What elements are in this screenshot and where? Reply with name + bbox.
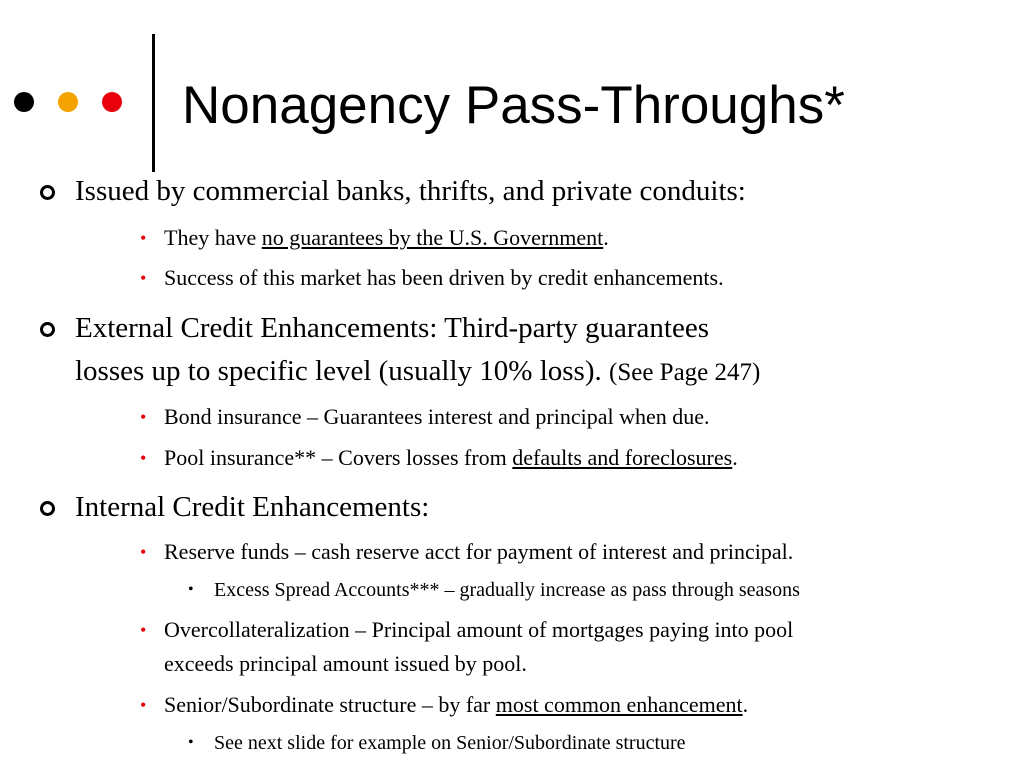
sub-sub-bullet-excess-spread: • Excess Spread Accounts*** – gradually increase as pass through seasons: [214, 575, 800, 605]
bullet-dot-icon: •: [140, 620, 147, 640]
sub-bullet-success: • Success of this market has been driven by credit enhancements.: [164, 261, 724, 295]
bullet-dot-icon: •: [140, 407, 147, 427]
bullet-dot-icon: •: [140, 542, 147, 562]
bullet-dot-icon: •: [188, 581, 194, 598]
bullet-dot-icon: •: [140, 268, 147, 288]
decorative-dots: [14, 92, 146, 112]
bullet-dot-icon: •: [188, 734, 194, 751]
ring-bullet-icon: [40, 322, 55, 337]
ring-bullet-icon: [40, 185, 55, 200]
sub-bullet-overcollateralization-line2: exceeds principal amount issued by pool.: [164, 651, 527, 676]
sub-bullet-pool-insurance: • Pool insurance** – Covers losses from defaults and foreclosures.: [164, 441, 738, 475]
bullet-dot-icon: •: [140, 695, 147, 715]
slide-title: Nonagency Pass-Throughs*: [182, 76, 845, 135]
sub-bullet-overcollateralization: • Overcollateralization – Principal amount of mortgages paying into pool: [164, 613, 793, 647]
red-dot-icon: [102, 92, 122, 112]
title-divider: [152, 34, 155, 172]
black-dot-icon: [14, 92, 34, 112]
bullet-dot-icon: •: [140, 228, 147, 248]
orange-dot-icon: [58, 92, 78, 112]
bullet-internal-credit: Internal Credit Enhancements:: [75, 486, 429, 529]
bullet-issued-by: Issued by commercial banks, thrifts, and private conduits:: [75, 170, 746, 213]
sub-bullet-senior-subordinate: • Senior/Subordinate structure – by far most common enhancement.: [164, 688, 748, 722]
bullet-dot-icon: •: [140, 448, 147, 468]
sub-bullet-reserve-funds: • Reserve funds – cash reserve acct for payment of interest and principal.: [164, 535, 793, 569]
sub-sub-bullet-see-next-slide: • See next slide for example on Senior/Subordinate structure: [214, 728, 686, 758]
bullet-external-credit: External Credit Enhancements: Third-party guarantees: [75, 307, 709, 350]
sub-bullet-no-guarantees: • They have no guarantees by the U.S. Government.: [164, 221, 609, 255]
sub-bullet-bond-insurance: • Bond insurance – Guarantees interest and principal when due.: [164, 400, 710, 434]
ring-bullet-icon: [40, 501, 55, 516]
bullet-external-credit-line2: losses up to specific level (usually 10% loss). (See Page 247): [75, 355, 761, 387]
